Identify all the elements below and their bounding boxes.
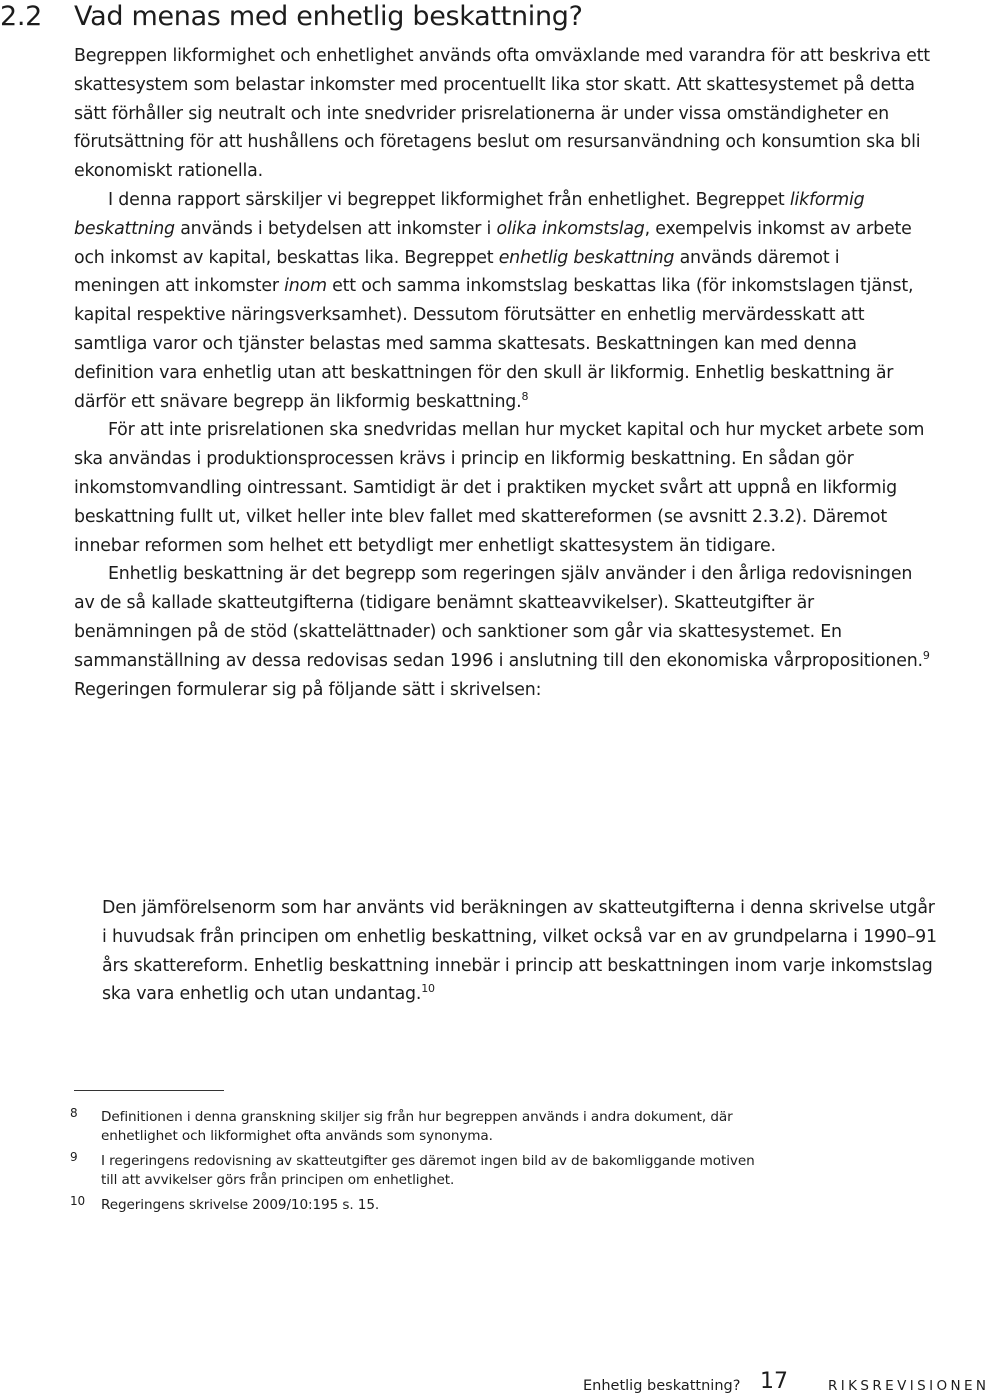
footnote-text: I regeringens redovisning av skatteutgifter ges däremot ingen bild av de bakomliggande motiven till att avvikelser görs från principen om enhetlighet.: [101, 1153, 755, 1188]
paragraph-3: För att inte prisrelationen ska snedvridas mellan hur mycket kapital och hur mycket arbete som ska användas i produktionsprocessen krävs i princip en likformig beskattning. En sådan gör inkomstomvandling ointressant. Samtidigt är det i praktiken mycket svårt att uppnå en likformig beskattning fullt ut, vilket heller inte blev fallet med skattereformen (se avsnitt 2.3.2). Däremot innebar reformen som helhet ett betydligt mer enhetligt skattesystem än tidigare.: [74, 420, 925, 556]
footnote-10: [70, 1196, 770, 1215]
footer-title: Enhetlig beskattning?: [583, 1378, 741, 1394]
footnote-9: [70, 1152, 770, 1190]
footnote-number: 10: [70, 1194, 86, 1208]
section-number: 2.2: [0, 1, 43, 32]
paragraph-2: I denna rapport särskiljer vi begreppet likformighet från enhetlighet. Begreppet likformig beskattning används i betydelsen att inkomster i olika inkomstslag, exempelvis inkomst av arbete och inkomst av kapital, beskattas lika. Begreppet enhetlig beskattning används däremot i meningen att inkomster inom ett och samma inkomstslag beskattas lika (för inkomstslagen tjänst, kapital respektive näringsverksamhet). Dessutom förutsätter en enhetlig mervärdesskatt att samtliga varor och tjänster belastas med samma skattesats. Beskattningen kan med denna definition vara enhetlig utan att beskattningen för den skull är likformig. Enhetlig beskattning är därför ett snävare begrepp än likformig beskattning.$^8$: [74, 189, 914, 412]
footnote-ref-10[interactable]: 10: [421, 982, 435, 996]
body-text: [74, 42, 930, 704]
footnote-text: Definitionen i denna granskning skiljer sig från hur begreppen används i andra dokument, där enhetlighet och likformighet ofta används som synonyma.: [101, 1109, 733, 1144]
term-olika-inkomstslag: olika inkomstslag: [496, 218, 645, 239]
paragraph-4: Enhetlig beskattning är det begrepp som regeringen själv använder i den årliga redovisningen av de så kallade skatteutgifterna (tidigare benämnt skatteavvikelser). Skatteutgifter är benämningen på de stöd (skattelättnader) och sanktioner som går via skattesystemet. En sammanställning av dessa redovisas sedan 1996 i anslutning till den ekonomiska vårpropositionen.$^9$: [74, 564, 930, 671]
publisher-name: RIKSREVISIONEN: [828, 1378, 989, 1394]
block-quote-text: Den jämförelsenorm som har använts vid beräkningen av skatteutgifterna i denna skrivelse utgår i huvudsak från principen om enhetlig beskattning, vilket också var en av grundpelarna i 1990–91 års skattereform. Enhetlig beskattning innebär i princip att beskattningen inom varje inkomstslag ska vara enhetlig och utan undantag.: [102, 898, 937, 1005]
section-title: Vad menas med enhetlig beskattning?: [74, 1, 583, 32]
paragraph-1: Begreppen likformighet och enhetlighet används ofta omväxlande med varandra för att beskriva ett skattesystem som belastar inkomster med procentuellt lika stor skatt. Att skattesystemet på detta sätt förhåller sig neutralt och inte snedvrider prisrelationerna är under vissa omständigheter en förutsättning för att hushållens och företagens beslut om resursanvändning och konsumtion ska bli ekonomiskt rationella.: [74, 46, 930, 182]
footnote-8: [70, 1108, 770, 1146]
footnote-divider: [74, 1090, 224, 1091]
footnote-text: Regeringens skrivelse 2009/10:195 s. 15.: [101, 1197, 380, 1213]
term-enhetlig-beskattning: enhetlig beskattning: [498, 247, 675, 268]
term-likformig-beskattning: likformig beskattning: [74, 189, 865, 239]
page-number: 17: [760, 1369, 788, 1394]
footnote-ref-9[interactable]: 9: [922, 648, 930, 662]
block-quote: [102, 894, 942, 1009]
term-inom: inom: [284, 276, 327, 297]
footnote-ref-8[interactable]: 8: [521, 389, 529, 403]
footnote-number: 8: [70, 1106, 78, 1120]
paragraph-4-continued: Regeringen formulerar sig på följande sätt i skrivelsen:: [74, 679, 542, 700]
footnote-number: 9: [70, 1150, 78, 1164]
